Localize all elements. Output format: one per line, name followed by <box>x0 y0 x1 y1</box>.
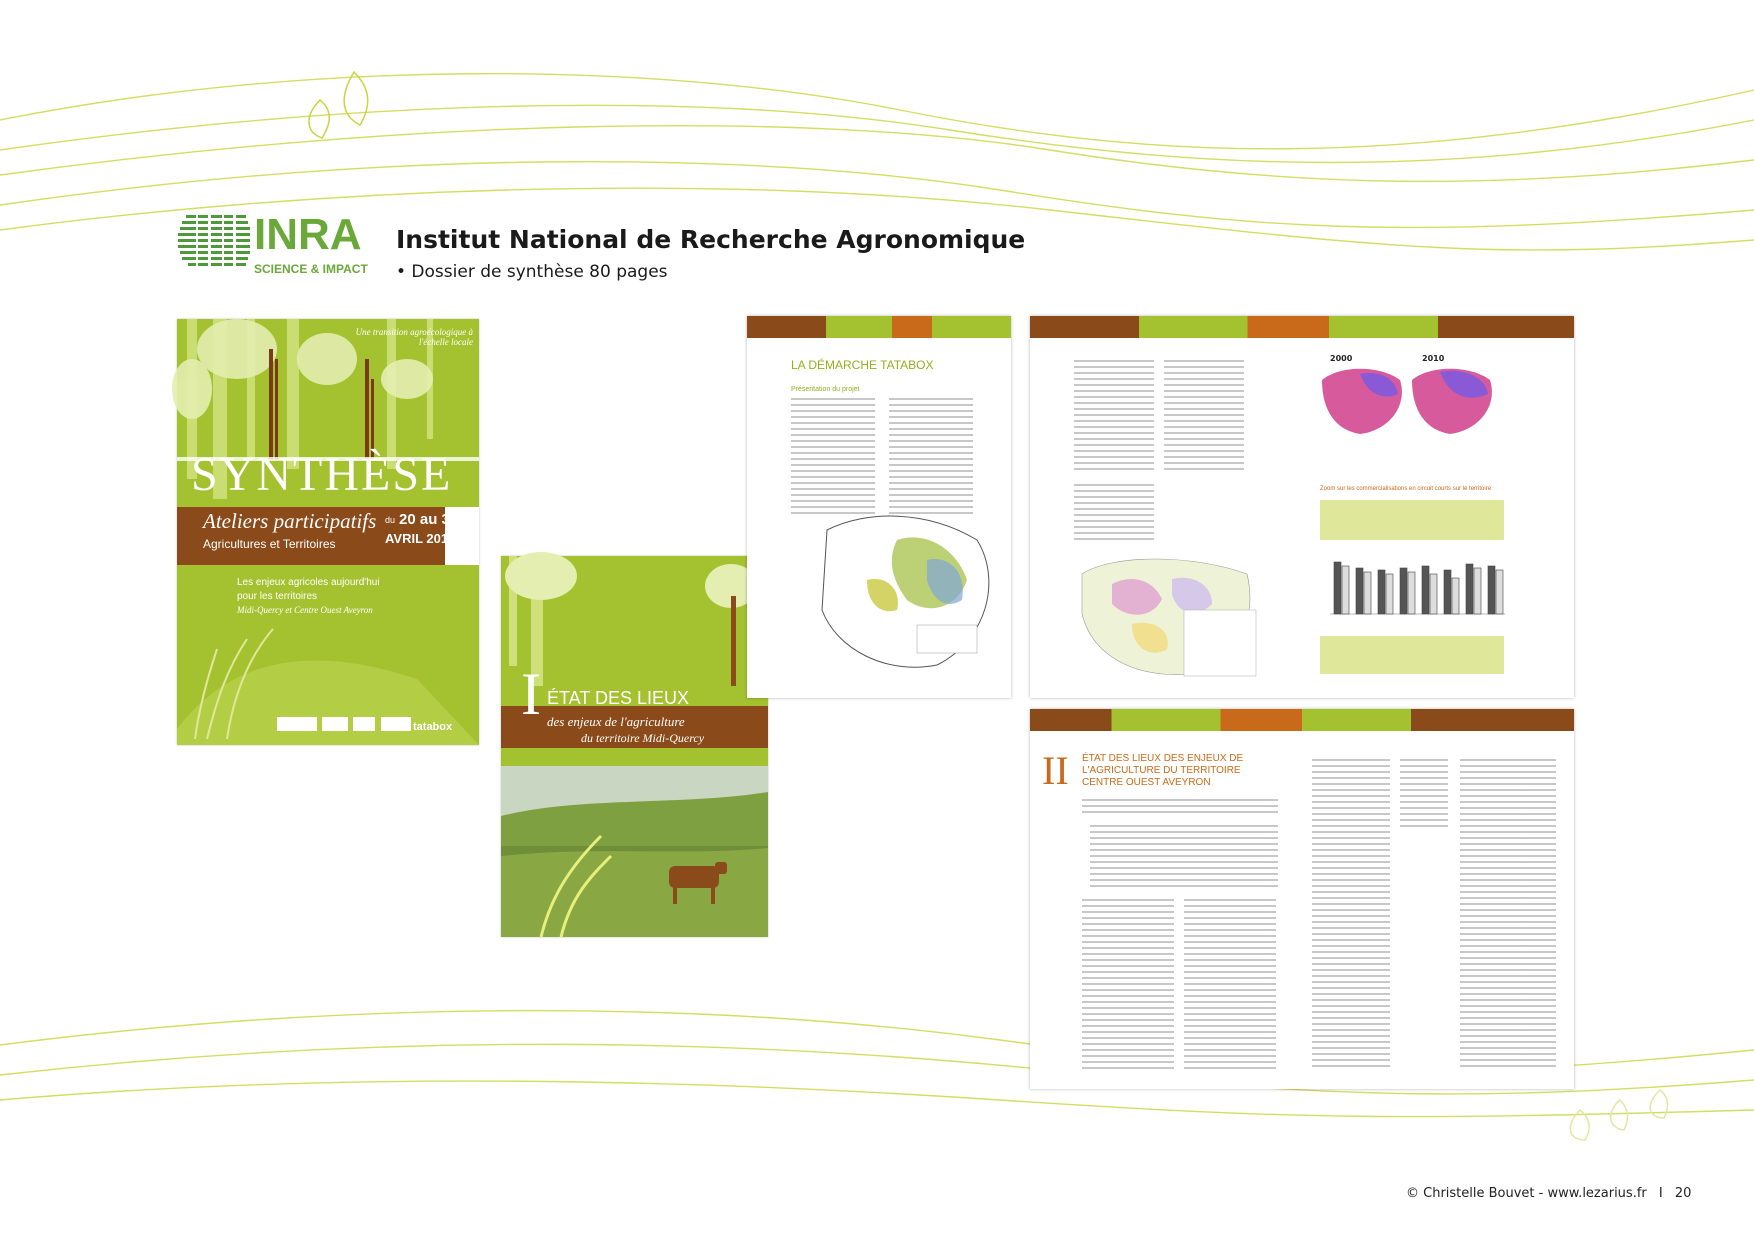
cover2-title: ÉTAT DES LIEUX <box>547 688 690 708</box>
spread2-maps-2000-2010 <box>1320 360 1500 440</box>
page-title: Institut National de Recherche Agronomique <box>396 225 1026 254</box>
spread2-production-map <box>1072 534 1262 684</box>
spread-demarche <box>747 316 1011 698</box>
cover1-event-sub: Agricultures et Territoires <box>203 537 336 551</box>
spread2-chart-title: Zoom sur les commercialisations en circuit courts sur le territoire <box>1320 486 1492 492</box>
cover1-date-month: AVRIL 2015 <box>385 531 456 546</box>
spread2-summary-box <box>1320 636 1504 674</box>
spread1-heading: LA DÉMARCHE TATABOX <box>791 358 934 372</box>
page-subtitle: • Dossier de synthèse 80 pages <box>396 262 668 282</box>
cover1-kicker: Une transition agroécologique à l'échelle locale <box>355 327 473 347</box>
cover2-sub-2: du territoire Midi-Quercy <box>581 731 705 745</box>
inra-logo <box>178 205 368 283</box>
spread2-text-col2 <box>1164 360 1244 470</box>
cover2-big-letter: I <box>521 661 541 727</box>
footer-credit: © Christelle Bouvet - www.lezarius.fr <box>1406 1186 1647 1201</box>
svg-text:INRA: INRA <box>254 210 362 259</box>
cover1-brand: tatabox <box>413 721 453 733</box>
spread3-numeral: II <box>1042 748 1069 793</box>
spread-centre-ouest-aveyron <box>1030 709 1574 1089</box>
spread2-year-2010: 2010 <box>1422 354 1445 363</box>
cover1-event-title: Ateliers participatifs <box>203 509 377 533</box>
cover2-illustration <box>501 556 768 937</box>
page-number: 20 <box>1674 1186 1692 1201</box>
cover2-sub-1: des enjeux de l'agriculture <box>547 714 685 729</box>
footer <box>1406 1186 1691 1201</box>
spread2-year-2000: 2000 <box>1330 354 1353 363</box>
spread3-quote <box>1400 759 1448 829</box>
spread1-section: Présentation du projet <box>791 386 860 393</box>
spread3-text-col1 <box>1082 899 1174 1071</box>
cover-etat-des-lieux <box>501 556 768 937</box>
cover1-desc-1: Les enjeux agricoles aujourd'hui <box>237 577 380 588</box>
spread2-band <box>1030 316 1574 338</box>
spread3-text-col4 <box>1460 759 1556 1071</box>
spread2-highlight-box <box>1320 500 1504 540</box>
cover1-date-days: 20 au 30 <box>399 511 459 528</box>
cover1-desc-3: Midi-Quercy et Centre Ouest Aveyron <box>237 605 373 615</box>
spread3-heading: ÉTAT DES LIEUX DES ENJEUX DE L'AGRICULTURE DU TERRITOIRE CENTRE OUEST AVEYRON <box>1082 753 1244 788</box>
spread3-text-col3 <box>1312 759 1390 1071</box>
cover-synthese <box>177 319 479 745</box>
spread3-band <box>1030 709 1574 731</box>
cover1-big-title: SYNTHÈSE <box>191 448 453 501</box>
spread2-text-col1 <box>1074 360 1154 470</box>
spread3-intro <box>1082 799 1278 817</box>
logo-tagline: SCIENCE & IMPACT <box>254 262 368 276</box>
spread2-bar-chart <box>1320 544 1510 634</box>
spread1-map <box>807 500 1007 680</box>
cover1-desc-2: pour les territoires <box>237 591 318 602</box>
spread3-text-col2 <box>1184 899 1276 1071</box>
spread1-band <box>747 316 1011 338</box>
spread3-enjeux-list <box>1090 825 1278 887</box>
footer-separator: I <box>1658 1186 1663 1201</box>
cover1-date-prefix: du <box>385 515 396 525</box>
spread-economie <box>1030 316 1574 698</box>
